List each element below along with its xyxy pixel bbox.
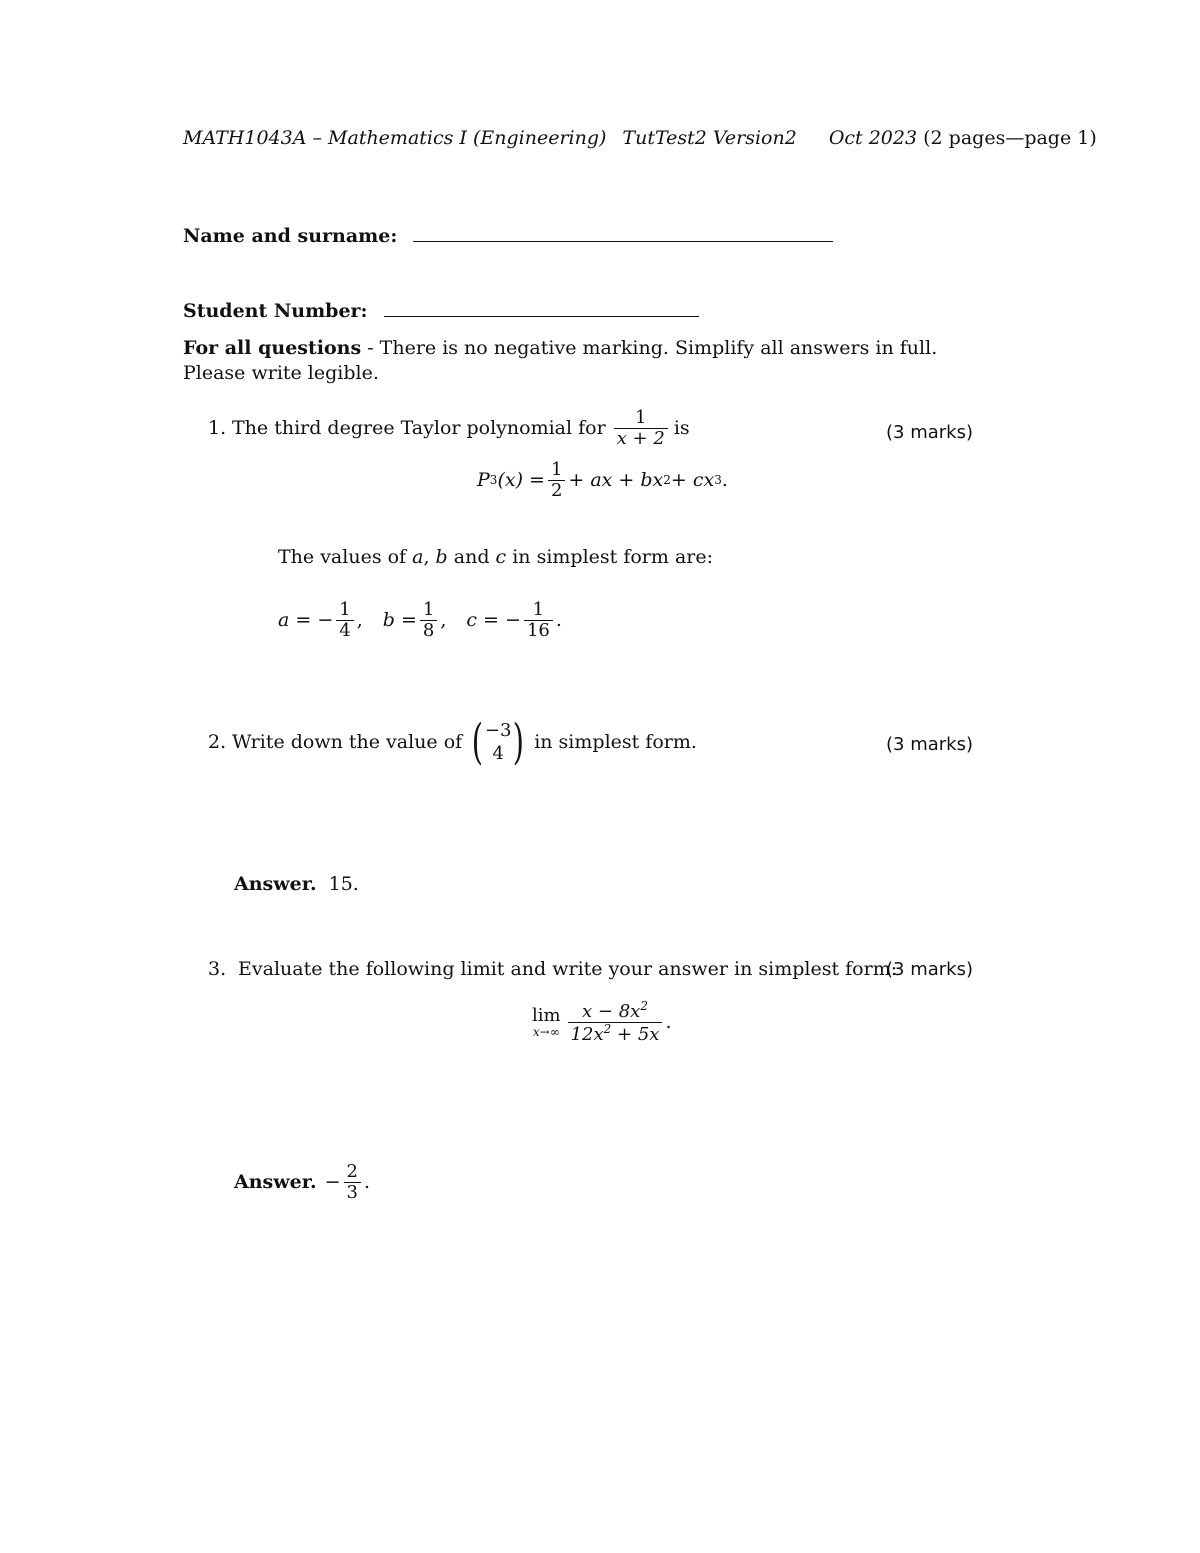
question-3-marks: (3 marks) [886, 959, 973, 980]
question-text: The third degree Taylor polynomial for [232, 416, 606, 439]
b-fraction [420, 600, 437, 641]
binomial-top: −3 [484, 719, 512, 741]
a-den: 4 [336, 620, 353, 641]
intro-text-3: and [447, 546, 496, 568]
question-1-formula [477, 460, 728, 501]
question-1-answer-values [278, 600, 562, 641]
instructions [183, 336, 973, 385]
page-header [183, 126, 1097, 151]
limit-fraction [568, 1000, 663, 1045]
answer-value: 15. [328, 873, 359, 895]
student-number-row [183, 299, 699, 324]
num-sup: 2 [640, 999, 648, 1013]
instructions-text: - There is no negative marking. Simplify all answers in full. Please write legible. [183, 337, 938, 384]
limit-operator [532, 1006, 561, 1039]
c-fraction [524, 600, 553, 641]
binomial-bottom: 4 [492, 743, 504, 764]
question-text-after: is [673, 416, 690, 439]
course-title: MATH1043A – Mathematics I (Engineering) [183, 127, 607, 149]
sep-2: , [440, 608, 447, 631]
question-number: 3. [208, 958, 227, 980]
question-3-stem [208, 957, 897, 982]
formula-sup-1: 2 [663, 472, 671, 487]
formula-fraction-num: 1 [550, 459, 563, 480]
b-label: b = [382, 608, 417, 631]
question-2-stem [208, 714, 697, 770]
var-a: a [412, 546, 424, 568]
answer-den: 3 [344, 1182, 361, 1203]
question-1-stem [208, 408, 690, 449]
fraction-numerator: 1 [635, 407, 647, 428]
binomial-coefficient [468, 714, 528, 770]
formula-end: . [721, 468, 728, 491]
test-version: TutTest2 Version2 [622, 127, 797, 149]
question-2-answer [234, 872, 359, 897]
question-1-marks: (3 marks) [886, 422, 973, 443]
limit-end: . [665, 1010, 672, 1033]
name-blank-line[interactable] [413, 240, 833, 242]
question-number: 1. [208, 416, 227, 439]
fraction-denominator: x + 2 [614, 428, 668, 449]
var-b: b [435, 546, 448, 568]
question-text: Evaluate the following limit and write your answer in simplest form: [238, 958, 898, 980]
answer-label: Answer. [234, 873, 317, 895]
formula-fraction [548, 460, 565, 501]
right-paren: ) [513, 714, 525, 770]
c-label: c = − [466, 608, 521, 631]
answer-end: . [363, 1170, 370, 1193]
lim-subscript: x→∞ [532, 1024, 560, 1039]
limit-numerator [579, 1000, 651, 1022]
lim-text: lim [532, 1004, 561, 1026]
binomial-stack [485, 719, 512, 766]
question-3-answer [234, 1162, 370, 1203]
c-num: 1 [532, 599, 545, 620]
student-number-blank-line[interactable] [384, 315, 699, 317]
question-1-answer-intro [278, 545, 713, 570]
student-number-label: Student Number: [183, 300, 368, 322]
formula-fraction-den: 2 [548, 480, 565, 501]
page-count: (2 pages—page 1) [923, 127, 1097, 149]
intro-text-2: , [423, 546, 436, 568]
c-end: . [555, 608, 562, 631]
c-den: 16 [524, 620, 553, 641]
question-2-marks: (3 marks) [886, 734, 973, 755]
den-text-2: + 5x [611, 1023, 660, 1045]
answer-sign: − [324, 1170, 341, 1193]
question-text: Write down the value of [232, 730, 463, 753]
den-text-1: 12x [570, 1023, 604, 1045]
formula-arg: (x) = [497, 468, 545, 491]
question-3-limit [532, 1000, 671, 1045]
formula-lhs: P [477, 468, 490, 491]
left-paren: ( [471, 714, 484, 770]
a-fraction [336, 600, 353, 641]
den-sup: 2 [603, 1021, 612, 1036]
answer-fraction [344, 1162, 361, 1203]
answer-num: 2 [346, 1161, 358, 1182]
formula-sup-2: 3 [714, 472, 722, 487]
num-text: x − 8x [582, 1001, 641, 1022]
test-date: Oct 2023 [828, 127, 918, 149]
name-field-row [183, 224, 833, 249]
sep-1: , [356, 608, 363, 631]
formula-rest-1: + ax + bx [568, 468, 664, 491]
b-num: 1 [422, 599, 435, 620]
formula-subscript: 3 [489, 472, 498, 487]
a-label: a = − [278, 608, 334, 631]
var-c: c [495, 546, 507, 568]
answer-label: Answer. [234, 1170, 317, 1193]
instructions-lead: For all questions [183, 337, 362, 359]
b-den: 8 [420, 620, 437, 641]
limit-denominator [568, 1022, 663, 1045]
fraction [614, 408, 668, 449]
question-text-after: in simplest form. [534, 730, 697, 753]
question-number: 2. [208, 730, 227, 753]
a-num: 1 [339, 599, 351, 620]
name-label: Name and surname: [183, 225, 398, 247]
intro-text-1: The values of [278, 546, 413, 568]
intro-text-4: in simplest form are: [506, 546, 713, 568]
formula-rest-2: + cx [670, 468, 715, 491]
